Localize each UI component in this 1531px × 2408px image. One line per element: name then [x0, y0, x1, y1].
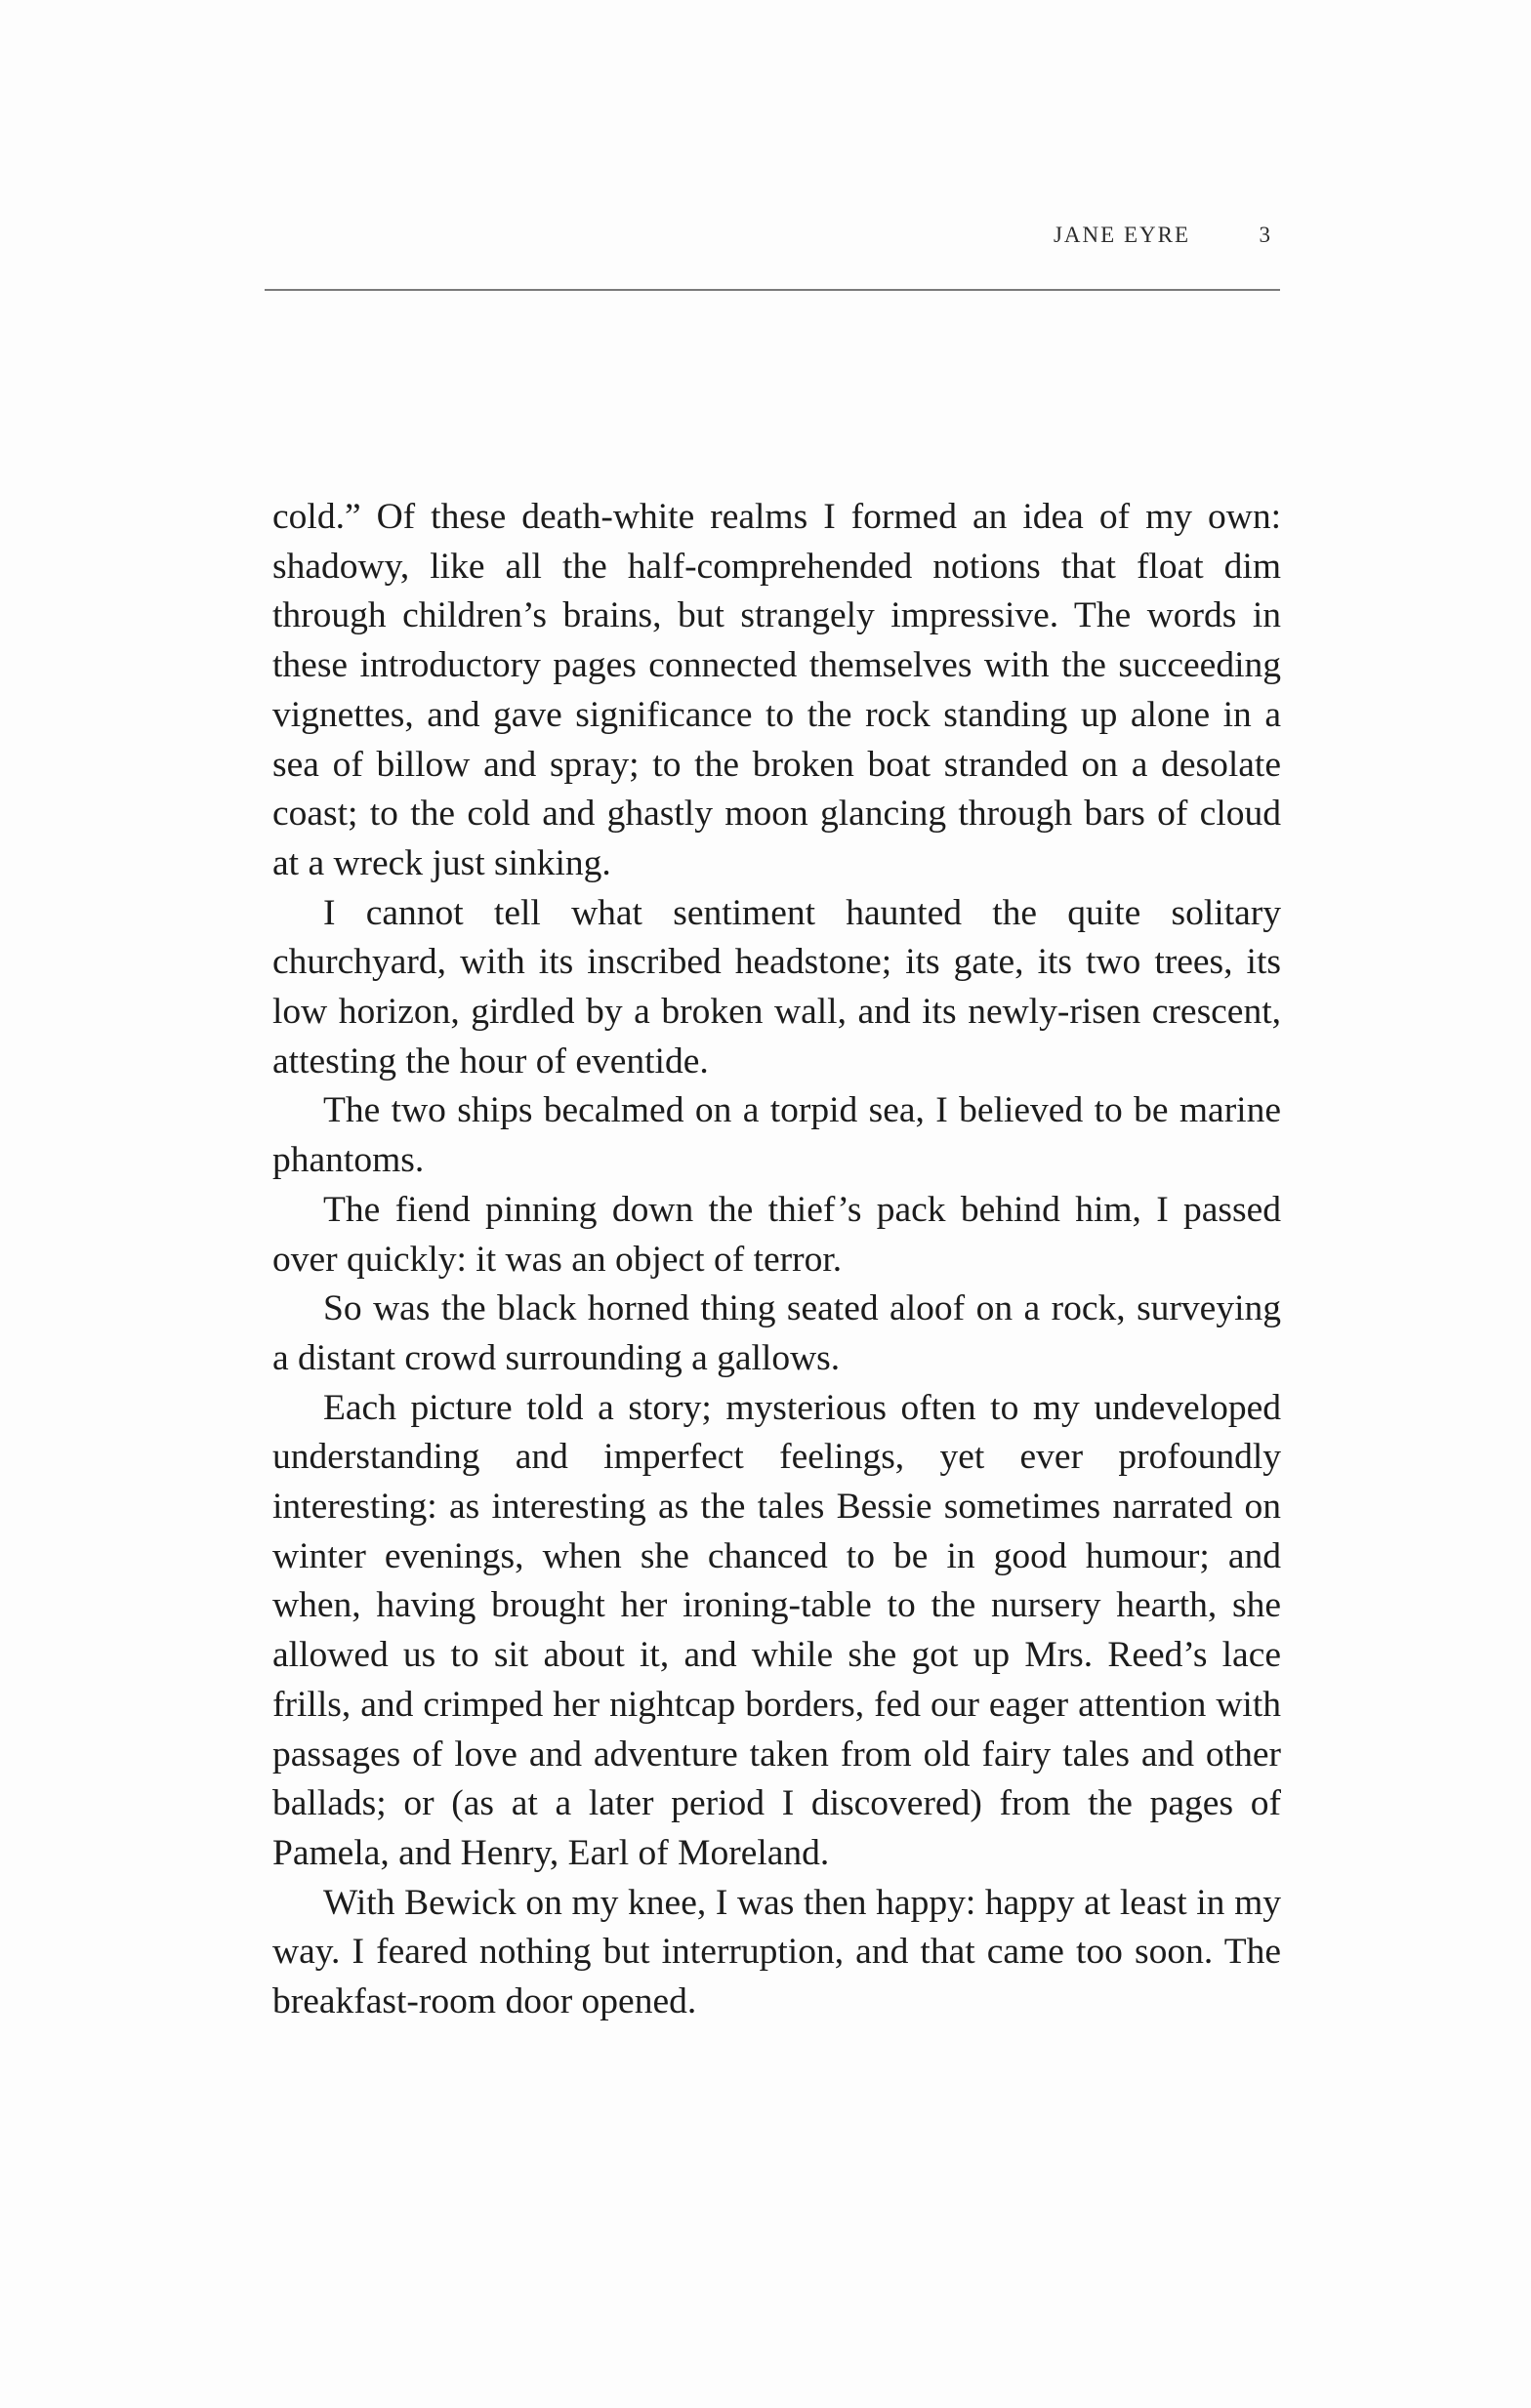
- paragraph: With Bewick on my knee, I was then happy: happy at least in my way. I feared nothing but interruption, and that came too soon. The breakfast-room door opened.: [272, 1882, 1281, 2022]
- header-rule: [265, 289, 1280, 291]
- running-title: JANE EYRE: [1053, 223, 1190, 247]
- paragraph: cold.” Of these death-white realms I formed an idea of my own: shadowy, like all the half-comprehended notions that float dim through children’s brains, but strangely impressive. The words in these introductory pages connected themselves with the succeeding vignettes, and gave significance to the rock standing up alone in a sea of billow and spray; to the broken boat stranded on a desolate coast; to the cold and ghastly moon glancing through bars of cloud at a wreck just sinking.: [272, 497, 1281, 883]
- running-head: [265, 223, 1280, 262]
- paragraph: The fiend pinning down the thief’s pack behind him, I passed over quickly: it was an object of terror.: [272, 1189, 1281, 1280]
- paragraph: So was the black horned thing seated aloof on a rock, surveying a distant crowd surrounding a gallows.: [272, 1288, 1281, 1378]
- paragraph: The two ships becalmed on a torpid sea, I believed to be marine phantoms.: [272, 1090, 1281, 1181]
- paragraph: I cannot tell what sentiment haunted the quite solitary churchyard, with its inscribed headstone; its gate, its two trees, its low horizon, girdled by a broken wall, and its newly-risen crescent, attesting the hour of eventide.: [272, 892, 1281, 1082]
- paragraph: Each picture told a story; mysterious often to my undeveloped understanding and imperfect feelings, yet ever profoundly interesting: as interesting as the tales Bessie sometimes narrated on winter evenings, when she chanced to be in good humour; and when, having brought her ironing-table to the nursery hearth, she allowed us to sit about it, and while she got up Mrs. Reed’s lace frills, and crimped her nightcap borders, fed our eager attention with passages of love and adventure taken from old fairy tales and other ballads; or (as at a later period I discovered) from the pages of Pamela, and Henry, Earl of Moreland.: [272, 1387, 1281, 1873]
- body-text: [272, 493, 1281, 2027]
- page-number: 3: [1259, 223, 1270, 247]
